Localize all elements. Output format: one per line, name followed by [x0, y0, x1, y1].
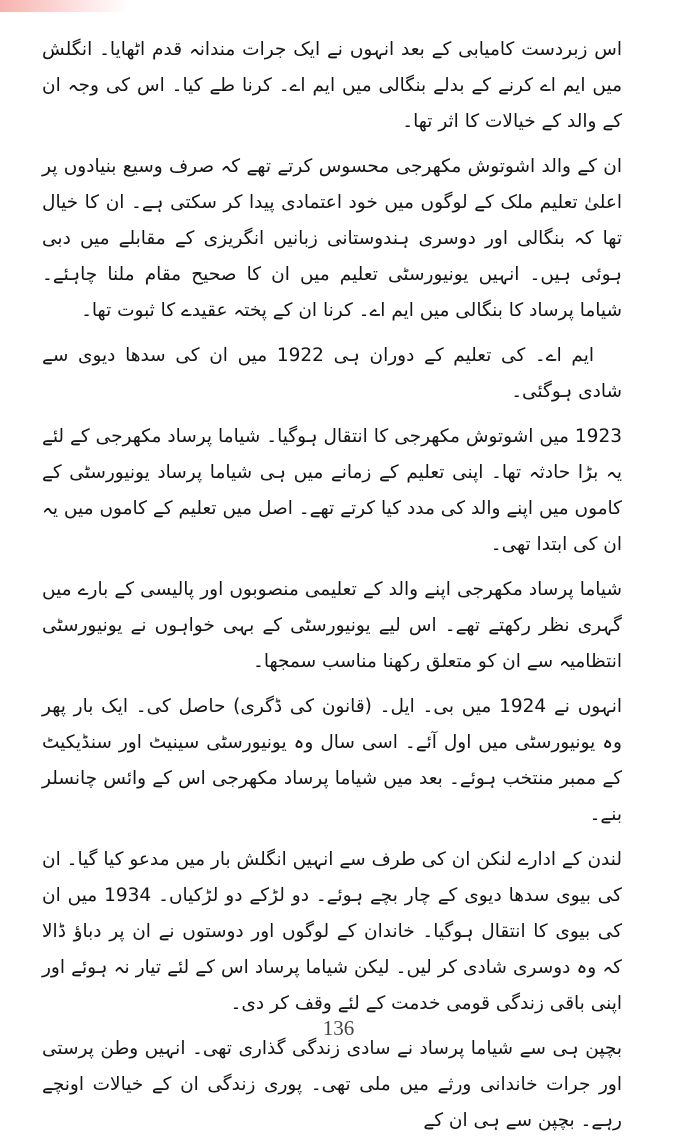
- paragraph-5: شیاما پرساد مکھرجی اپنے والد کے تعلیمی منصوبوں اور پالیسی کے بارے میں گہری نظر رکھتے تھے۔ اس لیے یونیورسٹی کے بہی خواہوں نے یونیورسٹی انتظامیہ سے ان کو متعلق رکھنا مناسب سمجھا۔: [42, 579, 622, 672]
- paragraph-1: اس زبردست کامیابی کے بعد انہوں نے ایک جرات مندانہ قدم اٹھایا۔ انگلش میں ایم اے کرنے کے بدلے بنگالی میں ایم اے۔ کرنا طے کیا۔ اس کی وجہ ان کے والد کے خیالات کا اثر تھا۔: [42, 39, 622, 132]
- paragraph-6: انہوں نے 1924 میں بی۔ ایل۔ (قانون کی ڈگری) حاصل کی۔ ایک بار پھر وہ یونیورسٹی میں اول آئے۔ اسی سال وہ یونیورسٹی سینیٹ اور سنڈیکیٹ کے ممبر منتخب ہوئے۔ بعد میں شیاما پرساد مکھرجی اس کے وائس چانسلر بنے۔: [42, 696, 622, 825]
- page-number: 136: [322, 1016, 355, 1040]
- corner-color-mark: [0, 0, 130, 12]
- paragraph-3: ایم اے۔ کی تعلیم کے دوران ہی 1922 میں ان کی سدھا دیوی سے شادی ہوگئی۔: [42, 345, 622, 402]
- paragraph-4: 1923 میں اشوتوش مکھرجی کا انتقال ہوگیا۔ شیاما پرساد مکھرجی کے لئے یہ بڑا حادثہ تھا۔ اپنی تعلیم کے زمانے میں ہی شیاما پرساد یونیورسٹی کے کاموں میں اپنے والد کی مدد کیا کرتے تھے۔ اصل میں تعلیم کے کاموں میں یہ ان کی ابتدا تھی۔: [42, 426, 622, 555]
- page-body-text: [42, 32, 622, 1148]
- paragraph-2: ان کے والد اشوتوش مکھرجی محسوس کرتے تھے کہ صرف وسیع بنیادوں پر اعلیٰ تعلیم ملک کے لوگوں میں خود اعتمادی پیدا کر سکتی ہے۔ ان کا خیال تھا کہ بنگالی اور دوسری ہندوستانی زبانیں انگریزی کے مقابلے میں دبی ہوئی ہیں۔ انہیں یونیورسٹی تعلیم میں ان کا صحیح مقام ملنا چاہئے۔ شیاما پرساد کا بنگالی میں ایم اے۔ کرنا ان کے پختہ عقیدے کا ثبوت تھا۔: [42, 156, 622, 321]
- paragraph-8: بچپن ہی سے شیاما پرساد نے سادی زندگی گذاری تھی۔ انہیں وطن پرستی اور جرات خاندانی ورثے میں ملی تھی۔ پوری زندگی ان کے خیالات اونچے رہے۔ بچپن سے ہی ان کے: [42, 1038, 622, 1131]
- paragraph-7: لندن کے ادارے لنکن ان کی طرف سے انہیں انگلش بار میں مدعو کیا گیا۔ ان کی بیوی سدھا دیوی کے چار بچے ہوئے۔ دو لڑکے دو لڑکیاں۔ 1934 میں ان کی بیوی کا انتقال ہوگیا۔ خاندان کے لوگوں اور دوستوں نے ان پر دباؤ ڈالا کہ وہ دوسری شادی کر لیں۔ لیکن شیاما پرساد اس کے لئے تیار نہ ہوئے اور اپنی باقی زندگی قومی خدمت کے لئے وقف کر دی۔: [42, 849, 622, 1014]
